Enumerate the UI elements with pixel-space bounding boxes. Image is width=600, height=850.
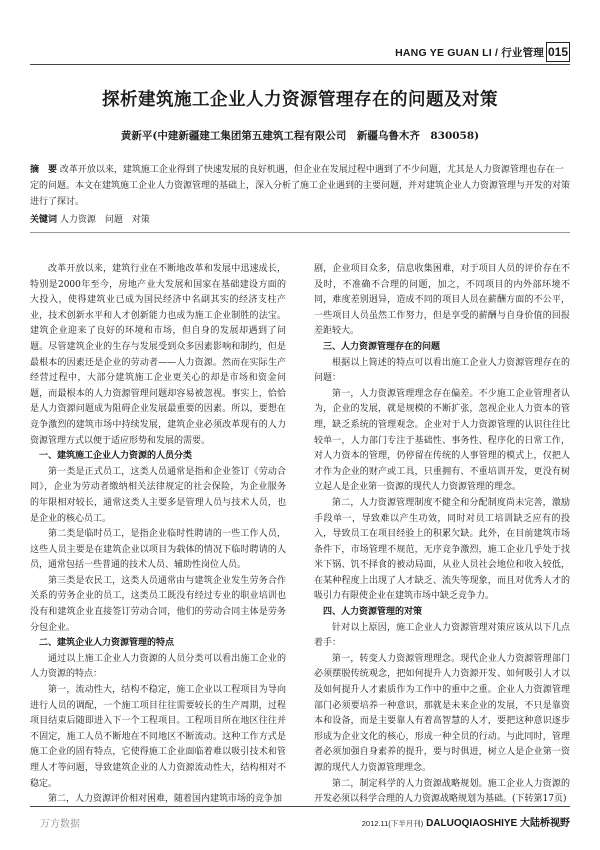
paragraph: 改革开放以来，建筑行业在不断地改革和发展中迅速成长，特别是2000年至今，房地产业大发展和国家在基础建设方面的大投入，使得建筑业已成为国民经济中名副其实的经济支柱产业，技术创新水平和人才创新能力也成为施工企业制胜的法宝。建筑企业迎来了良好的环境和市场，但自身的发展却遇到了问题。尽管建筑企业的生存与发展受到众多因素影响和制约，但是最根本的因素还是企业的劳动者——人力资源。然而在实际生产经营过程中，大部分建筑施工企业更关心的却是市场和资金问题，而最根本的人力资源管理问题却容易被忽视。事实上，恰恰是人力资源问题成为阻碍企业发展最重要的因素。所以，要想在竞争激烈的建筑市场中持续发展，建筑企业必须改革现有的人力资源管理方式以便于适应形势和发展的需要。	[30, 264, 286, 446]
section-heading: 一、建筑施工企业人力资源的人员分类	[39, 451, 193, 462]
right-column	[314, 262, 570, 808]
article-title: 探析建筑施工企业人力资源管理存在的问题及对策	[102, 90, 498, 110]
keywords-text: 人力资源 问题 对策	[59, 215, 150, 225]
paragraph: 针对以上原因，施工企业人力资源管理对策应该从以下几点着手：	[314, 622, 570, 649]
paragraph: 第二类是临时员工，是指企业临时性聘请的一些工作人员，这些人员主要是在建筑企业以项目为载体的情况下临时聘请的人员，通常包括一些普通的技术人员、辅助性岗位人员。	[30, 529, 286, 571]
section-heading: 四、人力资源管理的对策	[323, 607, 423, 618]
footer-divider	[30, 806, 570, 807]
paragraph: 第二，制定科学的人力资源战略规划。施工企业人力资源的开发必须以科学合理的人力资源战略规划为基础。(下转第17页)	[314, 778, 570, 805]
header-divider	[30, 64, 570, 65]
paragraph: 第一类是正式员工，这类人员通常是指和企业签订《劳动合同》，企业为劳动者缴纳相关法律规定的社会保险，为企业服务的年限相对较长，通常这类人主要多是管理人员与技术人员，也是企业的核心员工。	[30, 466, 286, 524]
paragraph: 剧，企业项目众多，信息收集困难，对于项目人员的评价存在不及时，不准确不合理的问题，加之，不同项目的内外部环境不同，难度差别迥异，造成不同的项目人员在薪酬方面的不公平，一些项目人员虽然工作努力，但是享受的薪酬与自身价值的回报差距较大。	[314, 264, 570, 337]
abstract-label: 摘 要	[30, 165, 58, 175]
section-heading: 二、建筑企业人力资源管理的特点	[39, 638, 175, 649]
running-header	[0, 42, 600, 64]
paragraph: 通过以上施工企业人力资源的人员分类可以看出施工企业的人力资源的特点：	[30, 653, 286, 680]
paragraph: 第二，人力资源管理制度不健全和分配制度尚未完善，激励手段单一，导致难以产生功效，同时对员工培训缺乏应有的投入，导致员工在项目经验上的积累欠缺。此外，在目前建筑市场条件下，市场管理不规范，无序竞争激烈，施工企业几乎处于找米下锅、饥不择食的被动局面，从业人员社会地位和收入较低，在某种程度上出现了人才缺乏、流失等现象，而且对优秀人才的吸引力有限使企业在建筑市场中缺乏竞争力。	[314, 497, 570, 602]
paragraph: 第一，转变人力资源管理理念。现代企业人力资源管理部门必须摆脱传统观念，把如何提升人力资源开发、如何吸引人才以及如何提升人才素质作为工作中的重中之重。企业人力资源管理部门必须要培养一种意识，那就是未来企业的发展，不只是靠资本和设备，而是主要靠人有着高智慧的人才，要把这种意识逐步形成为企业文化的核心，形成一种全员的行动。与此同时，管理者必须加强自身素养的提升，要与时俱进，树立人是企业第一资源的现代人力资源管理理念。	[314, 653, 570, 773]
paragraph: 第二，人力资源评价相对困难，随着国内建筑市场的竞争加	[48, 794, 283, 805]
keywords-label: 关键词	[30, 215, 58, 225]
abstract-text: 改革开放以来，建筑施工企业得到了快速发展的良好机遇，但企业在发展过程中遇到了不少问题，尤其是人力资源管理也存在一定的问题。本文在建筑施工企业人力资源管理的基础上，深入分析了施工企业遇到的主要问题，并对建筑企业人力资源管理与开发的对策进行了探讨。	[30, 165, 571, 207]
issue-label: 2012.11(下半月刊)	[361, 819, 424, 828]
author-line: 黄新平(中建新疆建工集团第五建筑工程有限公司 新疆乌鲁木齐 830058)	[120, 130, 480, 142]
paragraph: 第一，流动性大，结构不稳定，施工企业以工程项目为导向进行人员的调配，一个施工项目往往需要较长的生产周期，过程项目结束后随即进入下一个工程项目。工程项目所在地区往往并不固定，施工人员不断地在不同地区不断流动。这种工作方式是施工企业的固有特点，它使得施工企业面临着难以吸引技术和管理人才等问题，导致建筑企业的人力资源流动性大，结构相对不稳定。	[30, 685, 286, 789]
left-column	[30, 262, 286, 808]
section-heading: 三、人力资源管理存在的问题	[323, 341, 441, 352]
keywords	[30, 212, 570, 225]
paragraph: 第三类是农民工，这类人员通常由与建筑企业发生劳务合作关系的劳务企业的员工，这类员工既没有经过专业的职业培训也没有和建筑企业直接签订劳动合同，他们的劳动合同主体是劳务分包企业。	[30, 575, 286, 633]
footer-info	[362, 814, 570, 829]
page-number: 015	[546, 42, 570, 62]
watermark: 万方数据	[40, 819, 80, 830]
abstract-divider	[30, 232, 570, 233]
paragraph: 第一，人力资源管理理念存在偏差。不少施工企业管理者认为，企业的发展，就是规模的不断扩张，忽视企业人力资本的管理，缺乏系统的管理观念。企业对于人力资源管理的认识往往比较单一，人力部门专注于基础性、事务性、程序化的日常工作，对人力资本的管理，仍停留在传统的人事管理的模式上，仅把人才作为企业的财产或工具，只重拥有、不重培训开发，更没有树立起人是企业第一资源的现代人力资源管理的理念。	[314, 388, 570, 493]
paragraph: 根据以上简述的特点可以看出施工企业人力资源管理存在的问题：	[314, 357, 570, 384]
journal-name: DALUOQIAOSHIYE 大陆桥视野	[426, 818, 570, 829]
running-title: HANG YE GUAN LI / 行业管理	[395, 47, 544, 59]
abstract	[30, 162, 570, 210]
